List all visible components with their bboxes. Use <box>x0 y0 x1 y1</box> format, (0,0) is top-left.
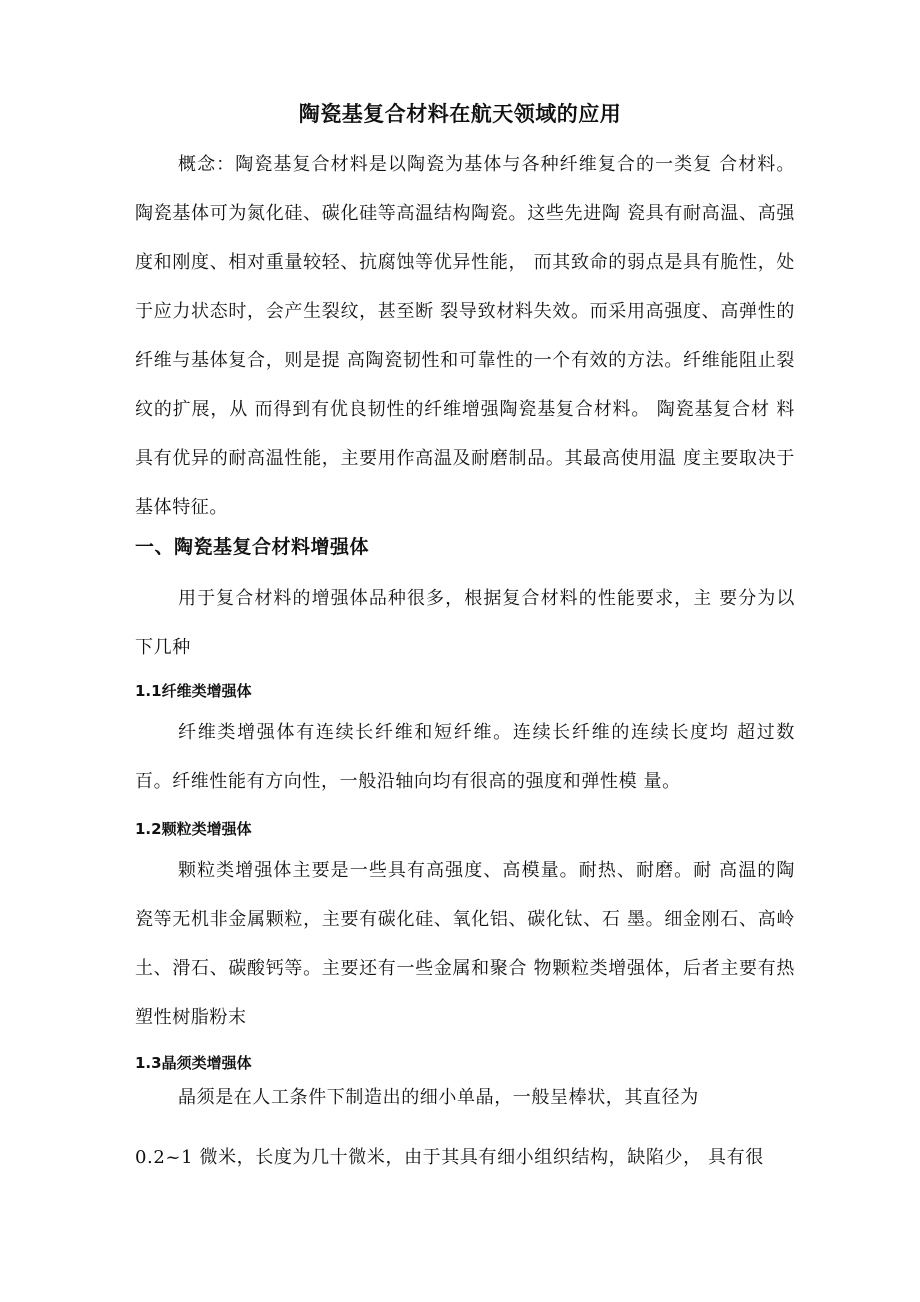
document-title: 陶瓷基复合材料在航天领域的应用 <box>298 102 622 126</box>
subsection-heading-whisker: 1.3晶须类增强体 <box>135 1054 252 1072</box>
fiber-paragraph: 纤维类增强体有连续长纤维和短纤维。连续长纤维的连续长度均 超过数百。纤维性能有方向性，一般沿轴向均有很高的强度和弹性模 量。 <box>135 722 795 792</box>
particle-paragraph: 颗粒类增强体主要是一些具有高强度、高模量。耐热、耐磨。耐 高温的陶瓷等无机非金属颗粒，主要有碳化硅、氧化铝、碳化钛、石 墨。细金刚石、高岭土、滑石、碳酸钙等。主要还有一些金属和聚合 物颗粒类增强体，后者主要有热塑性树脂粉末 <box>135 860 795 1028</box>
subsection-heading-particle: 1.2颗粒类增强体 <box>135 820 252 838</box>
whisker-line-1: 晶须是在人工条件下制造出的细小单晶，一般呈棒状，其直径为 <box>178 1087 699 1108</box>
subsection-heading-fiber: 1.1纤维类增强体 <box>135 682 252 700</box>
section-heading-reinforcement: 一、陶瓷基复合材料增强体 <box>135 536 370 558</box>
whisker-line-2: 0.2~1 微米，长度为几十微米，由于其具有细小组织结构，缺陷少， 具有很 <box>135 1147 764 1168</box>
section-intro-paragraph: 用于复合材料的增强体品种很多，根据复合材料的性能要求，主 要分为以下几种 <box>135 588 795 658</box>
intro-paragraph: 概念：陶瓷基复合材料是以陶瓷为基体与各种纤维复合的一类复 合材料。陶瓷基体可为氮化硅、碳化硅等高温结构陶瓷。这些先进陶 瓷具有耐高温、高强度和刚度、相对重量较轻、抗腐蚀等优异性能， 而其致命的弱点是具有脆性，处于应力状态时，会产生裂纹，甚至断 裂导致材料失效。而采用高强度、高弹性的纤维与基体复合，则是提 高陶瓷韧性和可靠性的一个有效的方法。纤维能阻止裂纹的扩展，从 而得到有优良韧性的纤维增强陶瓷基复合材料。 陶瓷基复合材 料具有优异的耐高温性能，主要用作高温及耐磨制品。其最高使用温 度主要取决于基体特征。 <box>135 154 795 518</box>
